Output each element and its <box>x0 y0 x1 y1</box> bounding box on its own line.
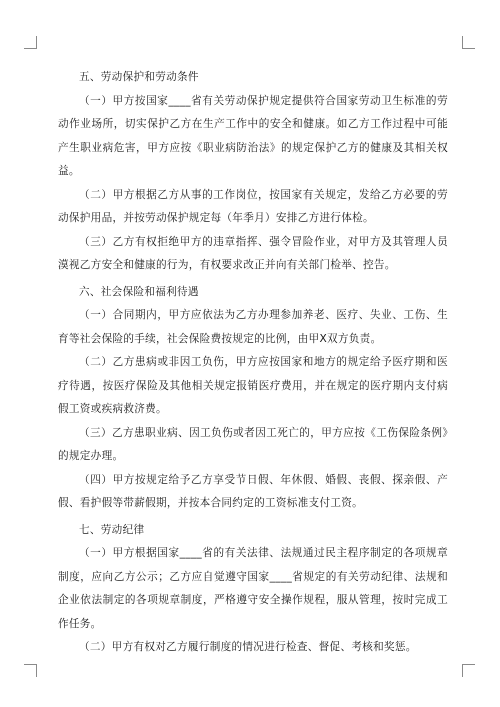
paragraph: （三）乙方患职业病、因工负伤或者因工死亡的，甲方应按《工伤保险条例》的规定办理。 <box>58 426 448 462</box>
paragraph: （一）甲方按国家____省有关劳动保护规定提供符合国家劳动卫生标准的劳动作业场所，切实保护乙方在生产工作中的安全和健康。如乙方工作过程中可能产生职业病危害，甲方应按《职业病防治法》的规定保护乙方的健康及其相关权益。 <box>58 94 448 177</box>
document-body <box>58 66 448 660</box>
paragraph: （三）乙方有权拒绝甲方的违章指挥、强令冒险作业，对甲方及其管理人员漠视乙方安全和健康的行为，有权要求改正并向有关部门检举、控告。 <box>58 235 448 271</box>
section-heading-labor-protection: 五、劳动保护和劳动条件 <box>79 71 199 83</box>
paragraph: （二）甲方有权对乙方履行制度的情况进行检查、督促、考核和奖惩。 <box>79 641 417 653</box>
crop-mark-top-left <box>24 36 37 49</box>
paragraph: （一）甲方根据国家____省的有关法律、法规通过民主程序制定的各项规章制度，应向乙方公示；乙方应自觉遵守国家____省规定的有关劳动纪律、法规和企业依法制定的各项规章制度，严格遵守安全操作规程，服从管理，按时完成工作任务。 <box>58 547 448 630</box>
section-heading-labor-discipline: 七、劳动纪律 <box>79 523 145 536</box>
paragraph: （二）甲方根据乙方从事的工作岗位，按国家有关规定，发给乙方必要的劳动保护用品，并按劳动保护规定每（年季月）安排乙方进行体检。 <box>58 188 448 224</box>
section-heading-social-insurance: 六、社会保险和福利待遇 <box>79 285 199 298</box>
paragraph: （四）甲方按规定给予乙方享受节日假、年休假、婚假、丧假、探亲假、产假、看护假等带薪假期，并按本合同约定的工资标准支付工资。 <box>58 473 448 509</box>
crop-mark-bottom-right <box>462 664 475 677</box>
paragraph: （二）乙方患病或非因工负伤，甲方应按国家和地方的规定给予医疗期和医疗待遇，按医疗保险及其他相关规定报销医疗费用，并在规定的医疗期内支付病假工资或疾病救济费。 <box>58 356 448 415</box>
crop-mark-top-right <box>462 36 475 49</box>
paragraph: （一）合同期内，甲方应依法为乙方办理参加养老、医疗、失业、工伤、生育等社会保险的手续，社会保险费按规定的比例，由甲X双方负责。 <box>58 309 448 345</box>
crop-mark-bottom-left <box>24 664 37 677</box>
